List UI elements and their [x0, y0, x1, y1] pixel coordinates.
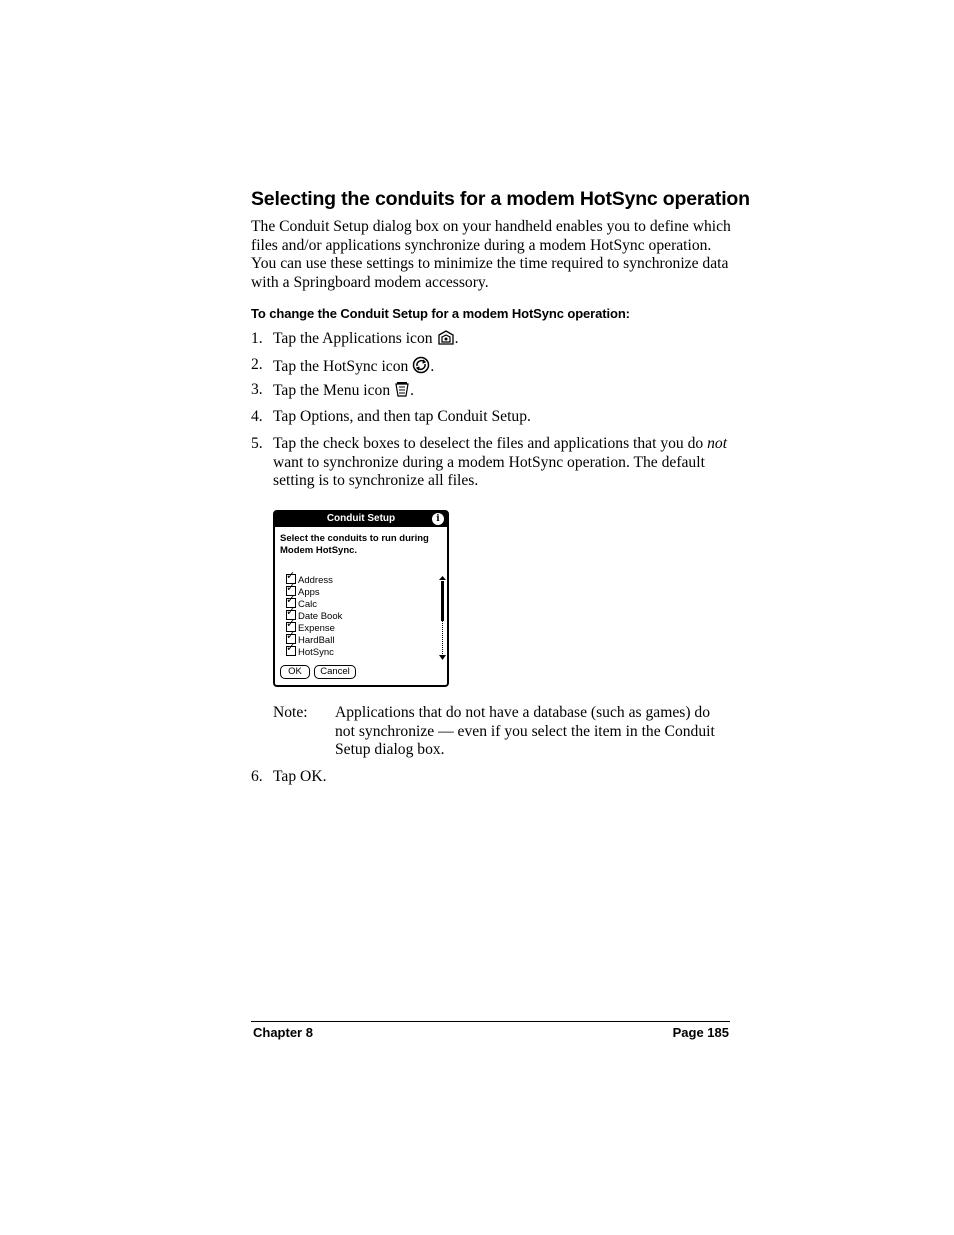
conduit-item-apps[interactable]: ✓Apps	[286, 586, 426, 598]
ok-button[interactable]: OK	[280, 665, 310, 679]
step-number: 1.	[251, 330, 263, 347]
conduit-item-date-book[interactable]: ✓Date Book	[286, 610, 426, 622]
step-number: 5.	[251, 435, 263, 452]
note-label: Note:	[273, 704, 308, 721]
step-number: 4.	[251, 408, 263, 425]
footer-page-number: Page 185	[672, 1025, 729, 1040]
conduit-list	[286, 574, 426, 658]
step-text: Tap Options, and then tap Conduit Setup.	[273, 408, 531, 425]
hotsync-icon	[412, 356, 430, 380]
procedure-title: To change the Conduit Setup for a modem HotSync operation:	[251, 306, 630, 321]
conduit-setup-dialog	[273, 510, 449, 687]
conduit-item-hotsync[interactable]: ✓HotSync	[286, 646, 426, 658]
step-number: 3.	[251, 381, 263, 398]
cancel-button[interactable]: Cancel	[314, 665, 356, 679]
note-text: Applications that do not have a database (such as games) do not synchronize — even if you select the item in the Conduit Setup dialog box.	[335, 704, 715, 759]
footer-chapter: Chapter 8	[253, 1025, 313, 1040]
conduit-item-address[interactable]: ✓Address	[286, 574, 426, 586]
step-text: Tap the Menu icon	[273, 382, 391, 399]
section-heading: Selecting the conduits for a modem HotSync operation	[251, 188, 750, 210]
step-text: Tap the Applications icon	[273, 330, 433, 347]
intro-paragraph: The Conduit Setup dialog box on your handheld enables you to define which files and/or applications synchronize during a modem HotSync operation. You can use these settings to minimize the time required to synchronize data with a Springboard modem accessory.	[251, 218, 731, 292]
info-icon[interactable]: i	[432, 513, 444, 525]
step-text: Tap OK.	[273, 768, 327, 785]
emphasis-not: not	[707, 435, 728, 452]
conduit-item-expense[interactable]: ✓Expense	[286, 622, 426, 634]
step-text: Tap the HotSync icon	[273, 358, 409, 375]
dialog-title: Conduit Setup	[326, 513, 396, 524]
step-number: 2.	[251, 356, 263, 373]
step-text: Tap the check boxes to deselect the files and applications that you do not want to synchronize during a modem HotSync operation. The default setting is to synchronize all files.	[273, 435, 728, 490]
footer-rule	[251, 1021, 730, 1022]
menu-icon	[394, 381, 410, 404]
checkbox-checked[interactable]	[286, 646, 296, 656]
scrollbar[interactable]	[439, 576, 446, 660]
conduit-item-calc[interactable]: ✓Calc	[286, 598, 426, 610]
conduit-item-hardball[interactable]: ✓HardBall	[286, 634, 426, 646]
applications-icon	[437, 330, 455, 352]
step-number: 6.	[251, 768, 263, 785]
dialog-prompt: Select the conduits to run during Modem HotSync.	[280, 533, 429, 556]
